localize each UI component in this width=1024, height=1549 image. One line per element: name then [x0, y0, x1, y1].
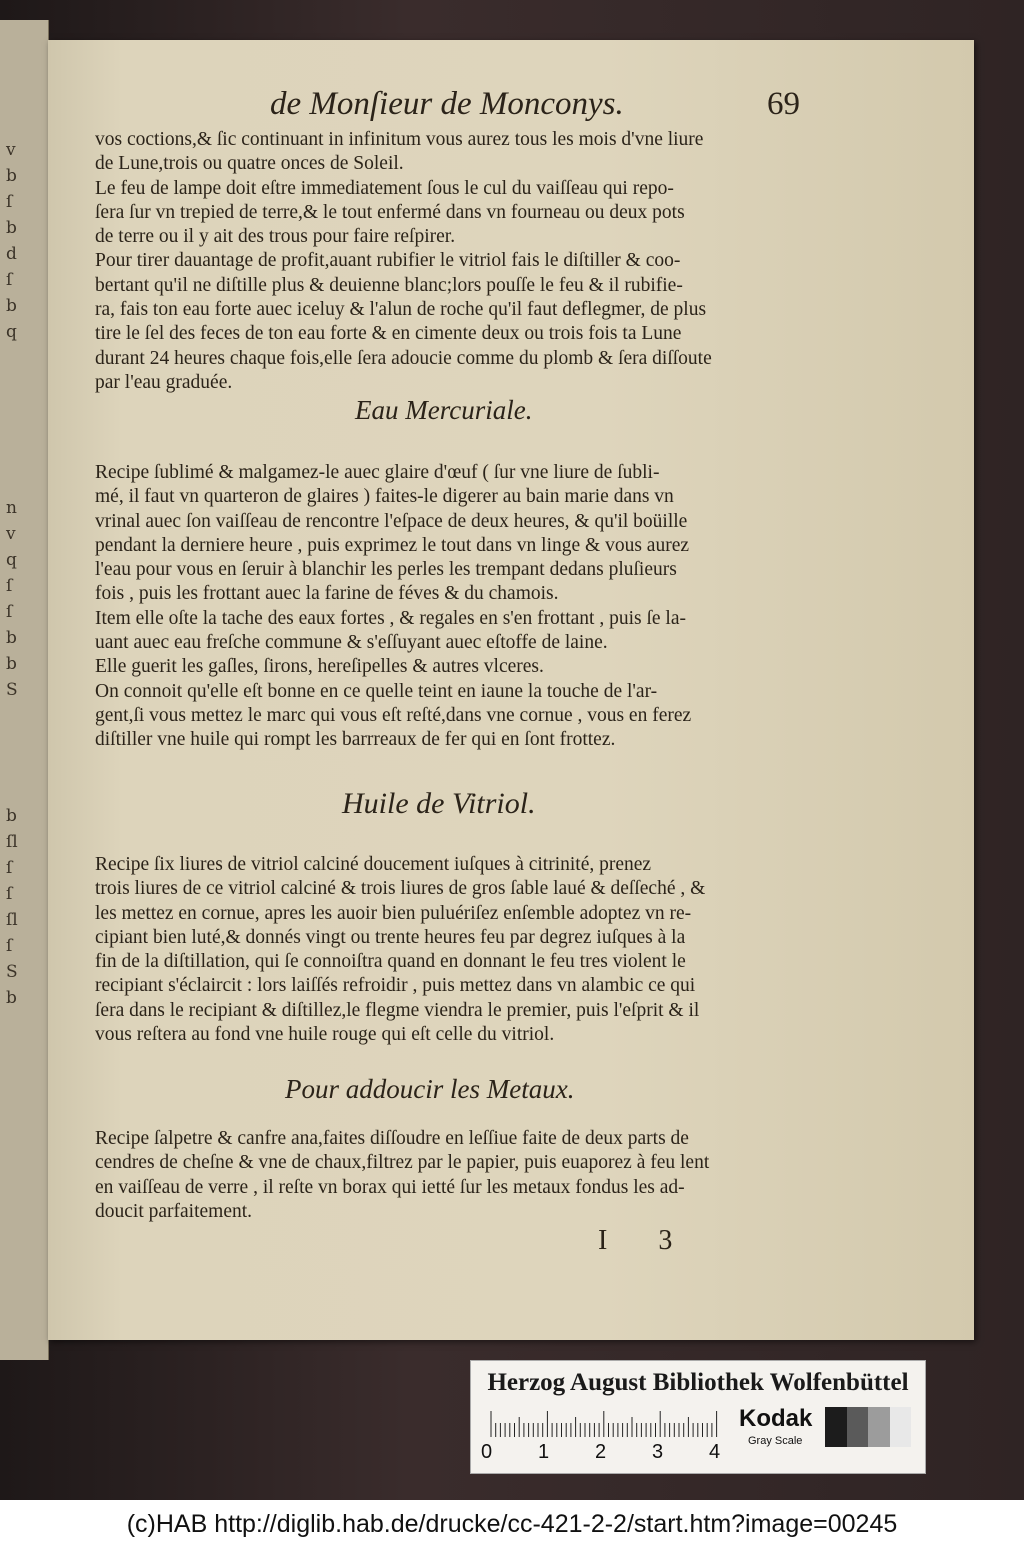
edge-letter: q: [6, 550, 17, 570]
gray-scale-label: Gray Scale: [748, 1435, 803, 1447]
section-huile-de-vitriol: [95, 853, 785, 1047]
section-heading-eau-mercuriale: Eau Mercuriale.: [355, 395, 533, 425]
edge-letter: ſl: [6, 910, 18, 930]
section-2-line: Recipe ſalpetre & canfre ana,faites diſſoudre en leſſiue faite de deux parts de: [95, 1128, 689, 1149]
section-1-line: Recipe ſix liures de vitriol calciné doucement iuſques à citrinité, prenez: [95, 854, 652, 875]
edge-letter: v: [6, 524, 16, 544]
section-0-line: pendant la derniere heure , puis exprimez le tout dans vn linge & vous aurez: [95, 534, 690, 556]
section-0-line: gent,ſi vous mettez le marc qui vous eſt reſté,dans vne cornue , vous en ferez: [95, 704, 692, 726]
gray-scale-patches: [825, 1407, 911, 1447]
edge-letter: n: [6, 498, 17, 518]
running-head-title: de Monſieur de Monconys.: [270, 86, 624, 122]
section-1-line: fin de la diſtillation, qui ſe connoiſtra quand en donnant le feu tres violent le: [95, 951, 686, 973]
intro-line: vos coctions,& ſic continuant in infinitum vous aurez tous les mois d'vne liure: [95, 129, 704, 150]
section-0-line: Item elle oſte la tache des eaux fortes , & regales en s'en frottant , puis ſe la-: [95, 607, 686, 629]
section-0-line: l'eau pour vous en ſeruir à blanchir les perles les trempant dedans pluſieurs: [95, 559, 677, 581]
section-1-line: trois liures de ce vitriol calciné & trois liures de gros ſable laué & deſſeché , &: [95, 878, 706, 900]
section-0-line: diſtiller vne huile qui rompt les barrreaux de fer qui en ſont frottez.: [95, 729, 616, 751]
intro-line: de terre ou il y ait des trous pour faire reſpirer.: [95, 226, 456, 248]
ruler-numbers: [481, 1441, 741, 1467]
gray-patch: [868, 1407, 890, 1447]
edge-letter: b: [6, 166, 17, 186]
previous-page-letters: [4, 20, 44, 1360]
page-number: 69: [767, 86, 800, 122]
signature-mark: I 3: [598, 1225, 695, 1256]
intro-line: tire le ſel des feces de ton eau forte & en cimente deux ou trois fois ta Lune: [95, 323, 682, 345]
intro-line: de Lune,trois ou quatre onces de Soleil.: [95, 153, 404, 175]
section-1-line: cipiant bien luté,& donnés vingt ou trente heures feu par degrez iuſques à la: [95, 926, 686, 948]
section-eau-mercuriale: [95, 461, 785, 753]
ruler-number: 3: [652, 1441, 664, 1463]
gray-patch: [890, 1407, 912, 1447]
footer-url: (c)HAB http://diglib.hab.de/drucke/cc-421-2-2/start.htm?image=00245: [0, 1500, 1024, 1549]
edge-letter: ſ: [6, 270, 13, 290]
ruler-number: 4: [709, 1441, 721, 1463]
card-title: Herzog August Bibliothek Wolfenbüttel: [487, 1369, 909, 1396]
gray-patch: [847, 1407, 869, 1447]
ruler-number: 2: [595, 1441, 607, 1463]
section-1-line: les mettez en cornue, apres les auoir bien puluériſez enſemble adoptez vn re-: [95, 902, 692, 924]
edge-letter: ſ: [6, 936, 13, 956]
intro-line: ſera ſur vn trepied de terre,& le tout enfermé dans vn fourneau ou deux pots: [95, 201, 685, 223]
section-1-line: recipiant s'éclaircit : lors laiſſés refroidir , puis mettez dans vn alambic ce qui: [95, 975, 696, 997]
section-2-line: en vaiſſeau de verre , il reſte vn borax qui ietté ſur les metaux fondus les ad-: [95, 1176, 685, 1198]
edge-letter: b: [6, 218, 17, 238]
intro-line: durant 24 heures chaque fois,elle ſera adoucie comme du plomb & ſera diſſoute: [95, 347, 712, 369]
edge-letter: b: [6, 628, 17, 648]
edge-letter: b: [6, 654, 17, 674]
edge-letter: ſ: [6, 602, 13, 622]
gray-patch: [825, 1407, 847, 1447]
intro-line: ra, fais ton eau forte auec iceluy & l'alun de roche qu'il faut deflegmer, de plus: [95, 299, 707, 321]
section-0-line: fois , puis les frottant auec la farine de féves & du chamois.: [95, 583, 559, 605]
intro-paragraphs: [95, 128, 785, 395]
edge-letter: b: [6, 988, 17, 1008]
edge-letter: ſ: [6, 576, 13, 596]
intro-line: Pour tirer dauantage de profit,auant rubifier le vitriol fais le diſtiller & coo-: [95, 250, 681, 272]
section-0-line: Elle guerit les gaſles, ſirons, hereſipelles & autres vlceres.: [95, 656, 544, 678]
kodak-logo: Kodak: [739, 1405, 813, 1432]
color-calibration-card: [470, 1360, 926, 1474]
ruler-number: 0: [481, 1441, 493, 1463]
edge-letter: ſ: [6, 884, 13, 904]
edge-letter: b: [6, 806, 17, 826]
running-head: [270, 86, 800, 126]
section-heading-pour-addoucir: Pour addoucir les Metaux.: [285, 1074, 575, 1104]
section-0-line: Recipe ſublimé & malgamez-le auec glaire d'œuf ( ſur vne liure de ſubli-: [95, 462, 660, 483]
section-1-line: ſera dans le recipiant & diſtillez,le flegme viendra le premier, puis l'eſprit & il: [95, 999, 700, 1021]
section-pour-addoucir: [95, 1127, 785, 1224]
intro-line: Le feu de lampe doit eſtre immediatement ſous le cul du vaiſſeau qui repo-: [95, 177, 674, 199]
edge-letter: S: [6, 962, 18, 982]
section-0-line: uant auec eau freſche commune & s'eſſuyant auec eſtoffe de laine.: [95, 632, 608, 654]
edge-letter: ſl: [6, 832, 18, 852]
edge-letter: ſ: [6, 192, 13, 212]
section-0-line: mé, il faut vn quarteron de glaires ) faites-le digerer au bain marie dans vn: [95, 486, 674, 508]
section-2-line: cendres de cheſne & vne de chaux,filtrez par le papier, puis euaporez à feu lent: [95, 1152, 710, 1174]
section-2-line: doucit parfaitement.: [95, 1200, 253, 1222]
edge-letter: ſ: [6, 858, 13, 878]
intro-line: par l'eau graduée.: [95, 371, 233, 393]
edge-letter: S: [6, 680, 18, 700]
edge-letter: q: [6, 322, 17, 342]
ruler-number: 1: [538, 1441, 550, 1463]
measurement-ruler: [487, 1409, 727, 1437]
edge-letter: v: [6, 140, 16, 160]
section-0-line: vrinal auec ſon vaiſſeau de rencontre l'eſpace de deux heures, & qu'il boüille: [95, 510, 688, 532]
section-0-line: On connoit qu'elle eſt bonne en ce quelle teint en iaune la touche de l'ar-: [95, 680, 658, 702]
previous-page-edge: [0, 20, 49, 1360]
edge-letter: d: [6, 244, 17, 264]
section-1-line: vous reſtera au fond vne huile rouge qui eſt celle du vitriol.: [95, 1024, 555, 1046]
intro-line: bertant qu'il ne diſtille plus & deuienne blanc;lors pouſſe le feu & il rubifie-: [95, 274, 683, 296]
edge-letter: b: [6, 296, 17, 316]
section-heading-huile-de-vitriol: Huile de Vitriol.: [342, 787, 536, 820]
